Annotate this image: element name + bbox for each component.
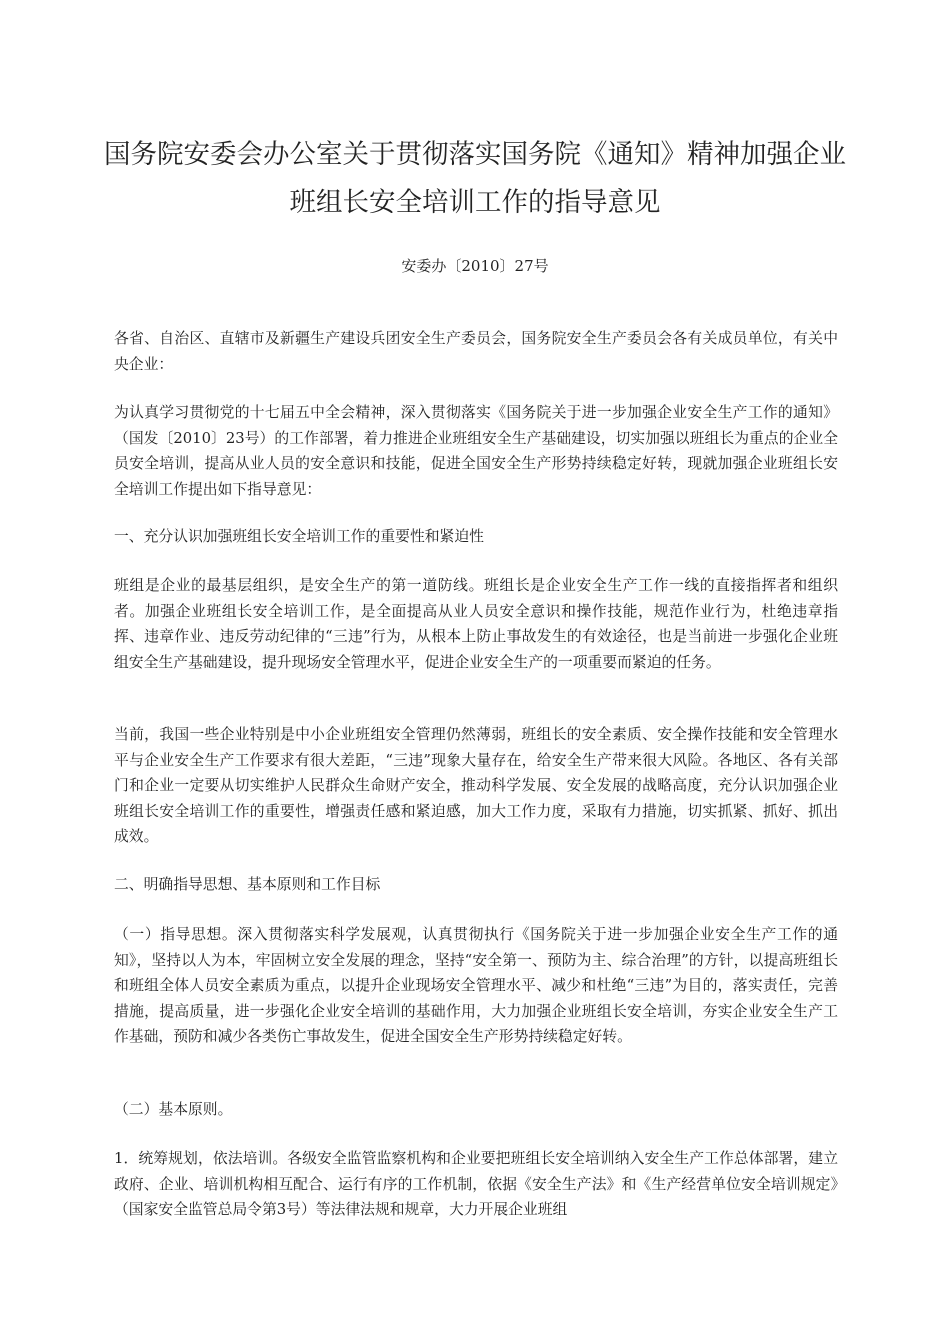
paragraph-guiding-ideology: （一）指导思想。深入贯彻落实科学发展观，认真贯彻执行《国务院关于进一步加强企业安全生产工作的通知》，坚持以人为本，牢固树立安全发展的理念，坚持“安全第一、预防为主、综合治理”的方针，以提高班组长和班组全体人员安全素质为重点，以提升企业现场安全管理水平、减少和杜绝“三违”为目的，落实责任，完善措施，提高质量，进一步强化企业安全培训的基础作用，大力加强企业班组长安全培训，夯实企业安全生产工作基础，预防和减少各类伤亡事故发生，促进全国安全生产形势持续稳定好转。 xyxy=(114,926,838,1045)
section-heading-1: 一、充分认识加强班组长安全培训工作的重要性和紧迫性 xyxy=(114,528,484,545)
document-number: 安委办〔2010〕27号 xyxy=(401,257,549,275)
paragraph-intro: 为认真学习贯彻党的十七届五中全会精神，深入贯彻落实《国务院关于进一步加强企业安全生产工作的通知》（国发〔2010〕23号）的工作部署，着力推进企业班组安全生产基础建设，切实加强以班组长为重点的企业全员安全培训，提高从业人员的安全意识和技能，促进全国安全生产形势持续稳定好转，现就加强企业班组长安全培训工作提出如下指导意见： xyxy=(114,404,838,498)
subheading-basic-principles: （二）基本原则。 xyxy=(114,1101,233,1118)
paragraph-addressees: 各省、自治区、直辖市及新疆生产建设兵团安全生产委员会，国务院安全生产委员会各有关成员单位，有关中央企业： xyxy=(114,330,838,373)
paragraph-section1-body2: 当前，我国一些企业特别是中小企业班组安全管理仍然薄弱，班组长的安全素质、安全操作技能和安全管理水平与企业安全生产工作要求有很大差距，“三违”现象大量存在，给安全生产带来很大风险。各地区、各有关部门和企业一定要从切实维护人民群众生命财产安全，推动科学发展、安全发展的战略高度，充分认识加强企业班组长安全培训工作的重要性，增强责任感和紧迫感，加大工作力度，采取有力措施，切实抓紧、抓好、抓出成效。 xyxy=(114,726,838,845)
paragraph-principle-1: 1．统筹规划，依法培训。各级安全监管监察机构和企业要把班组长安全培训纳入安全生产工作总体部署，建立政府、企业、培训机构相互配合、运行有序的工作机制，依据《安全生产法》和《生产经营单位安全培训规定》（国家安全监管总局令第3号）等法律法规和规章，大力开展企业班组 xyxy=(114,1150,838,1218)
paragraph-section1-body1: 班组是企业的最基层组织，是安全生产的第一道防线。班组长是企业安全生产工作一线的直接指挥者和组织者。加强企业班组长安全培训工作，是全面提高从业人员安全意识和操作技能，规范作业行为，杜绝违章指挥、违章作业、违反劳动纪律的“三违”行为，从根本上防止事故发生的有效途径，也是当前进一步强化企业班组安全生产基础建设，提升现场安全管理水平，促进企业安全生产的一项重要而紧迫的任务。 xyxy=(114,577,838,671)
document-title: 国务院安委会办公室关于贯彻落实国务院《通知》精神加强企业班组长安全培训工作的指导意见 xyxy=(104,139,846,218)
section-heading-2: 二、明确指导思想、基本原则和工作目标 xyxy=(114,876,381,893)
